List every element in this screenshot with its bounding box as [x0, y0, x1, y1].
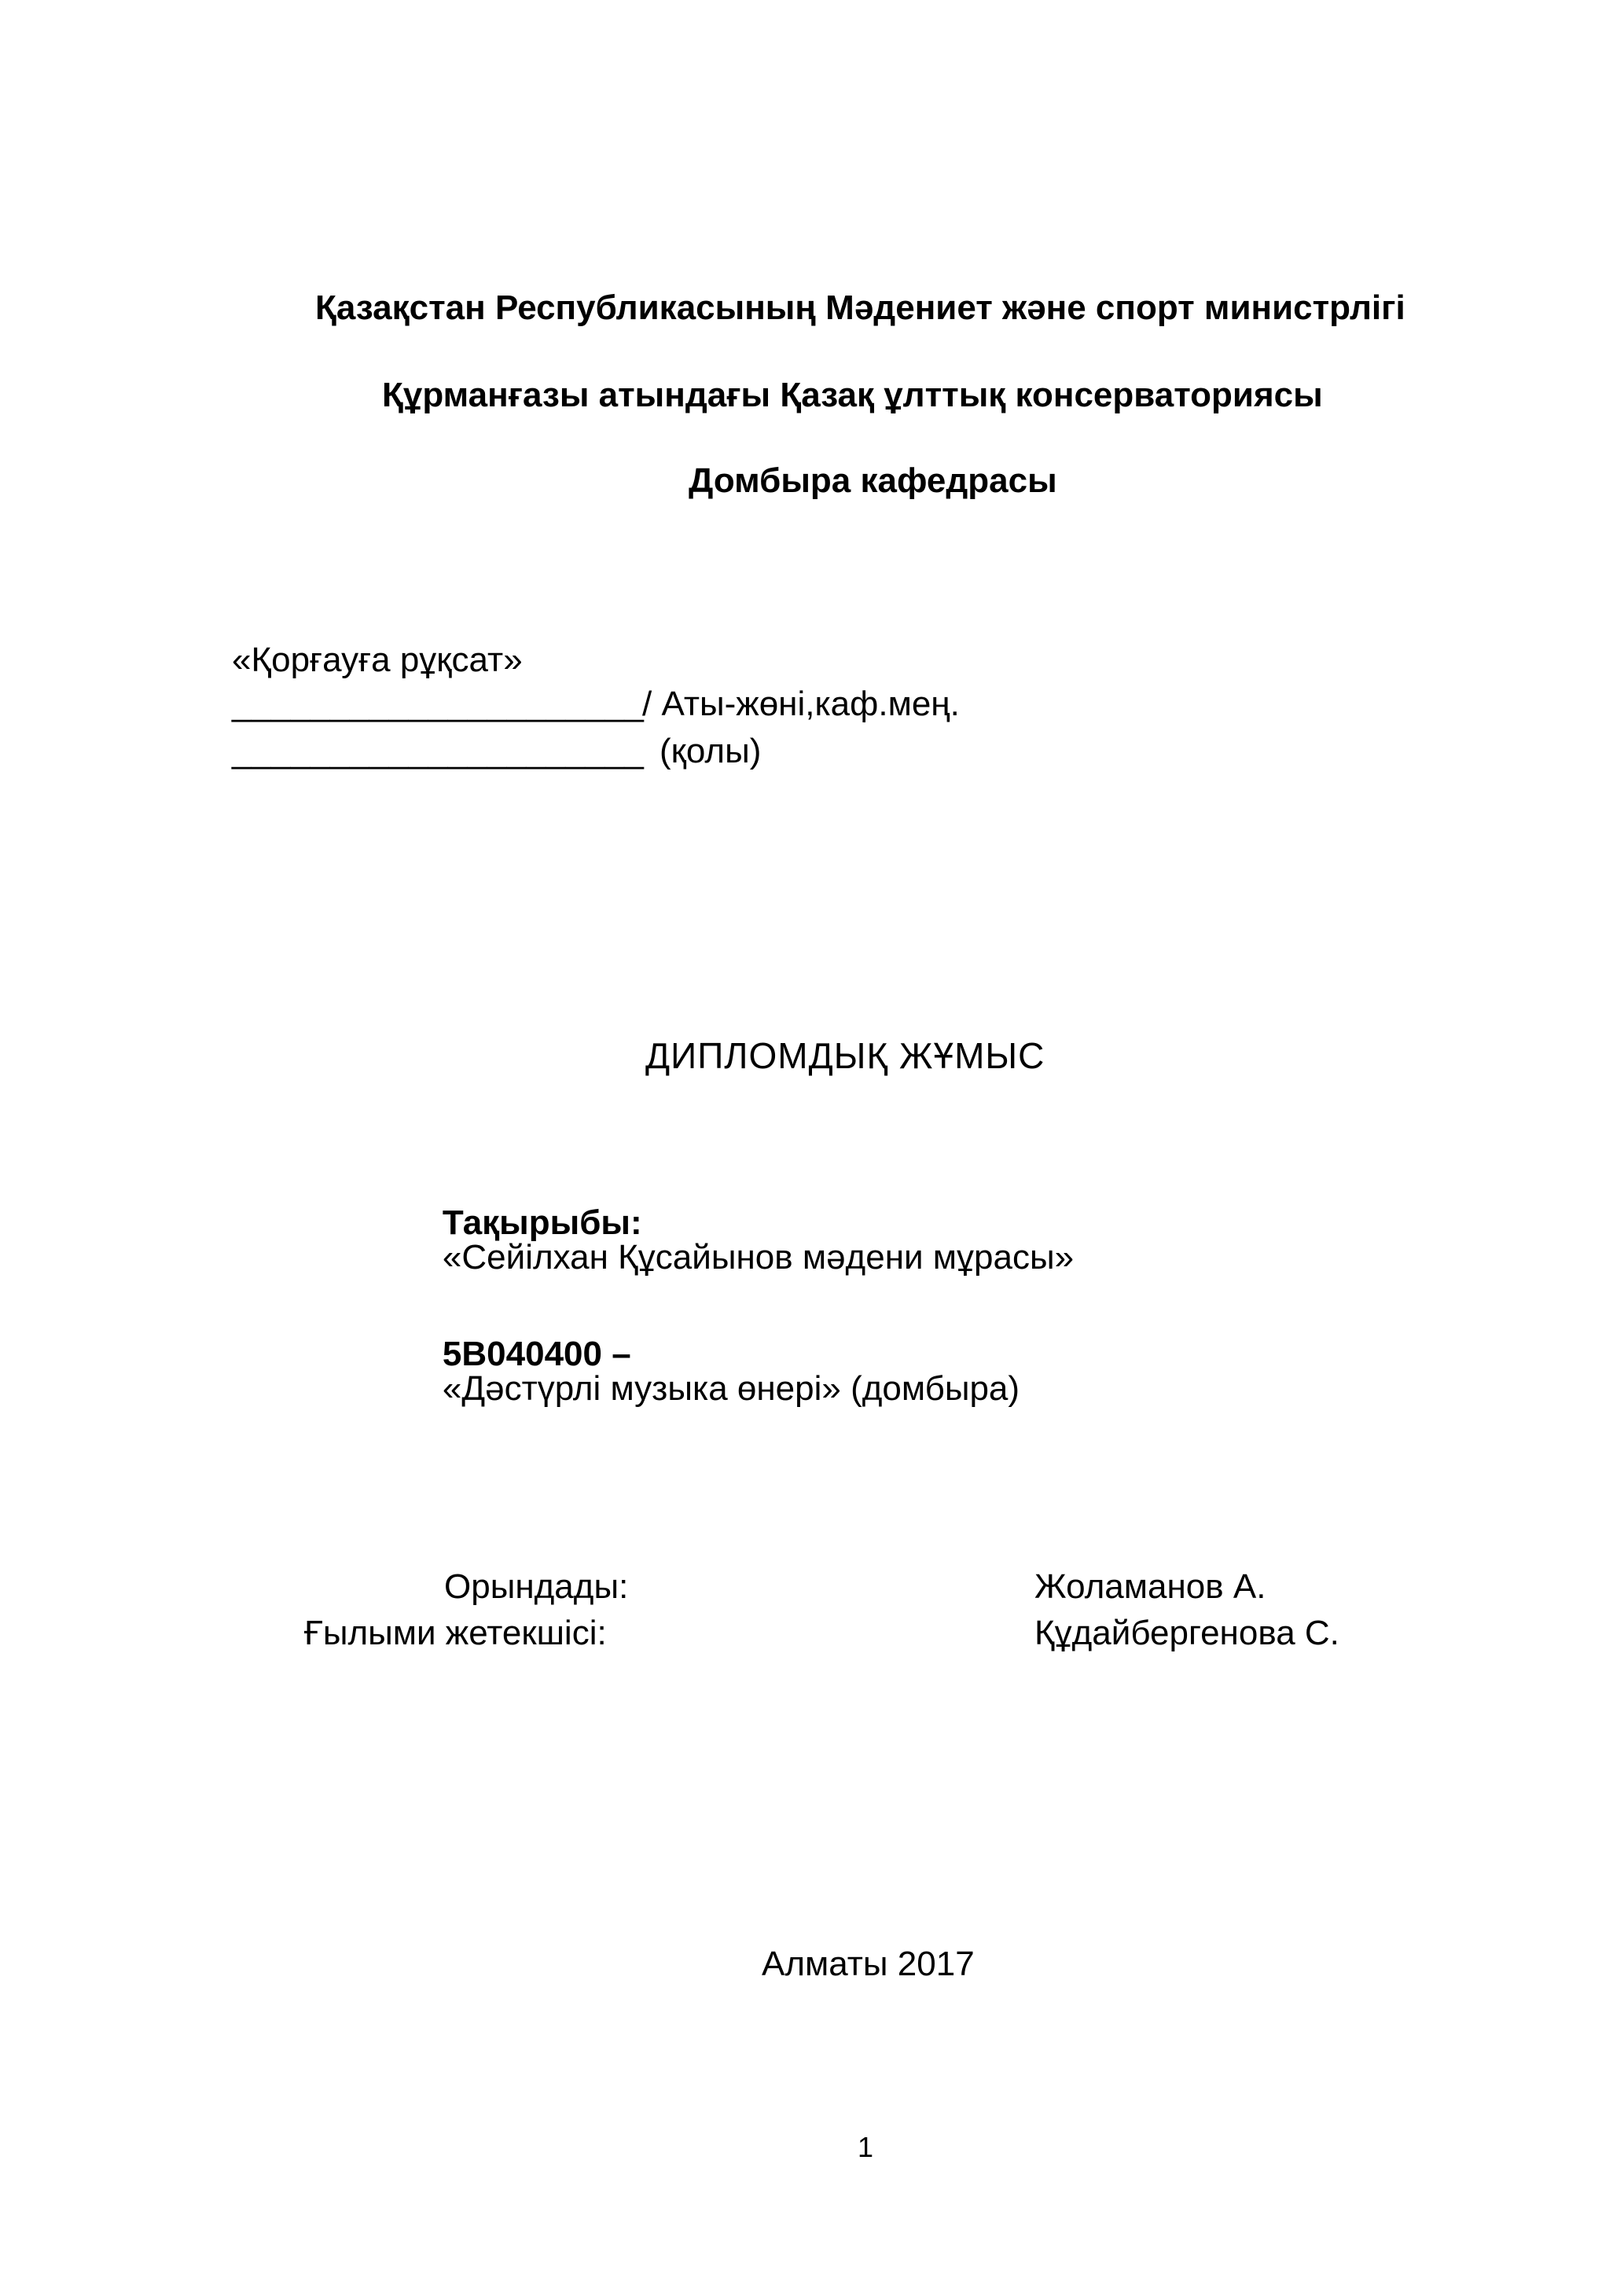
performer-name: Жоламанов А.: [1034, 1567, 1266, 1606]
approval-signature-blank-1: _____________________: [232, 685, 645, 723]
approval-signature-blank-2: _____________________: [232, 732, 645, 770]
approval-head-name-label: / Аты-жөні,каф.мең.: [642, 685, 960, 723]
specialty-code: 5В040400 –: [442, 1335, 631, 1373]
city-year: Алматы 2017: [762, 1945, 975, 1983]
specialty-line: [404, 1302, 1020, 1441]
topic-label: Тақырыбы:: [442, 1203, 642, 1242]
department-heading: Домбыра кафедрасы: [689, 461, 1057, 500]
topic-value: «Сейілхан Құсайынов мәдени мұрасы»: [442, 1238, 1075, 1277]
conservatory-heading: Құрманғазы атындағы Қазақ ұлттық консерваториясы: [382, 376, 1323, 414]
page-number: 1: [858, 2131, 874, 2163]
topic-line: [404, 1171, 1074, 1310]
supervisor-label: Ғылыми жетекшісі:: [304, 1614, 607, 1652]
ministry-heading: Қазақстан Республикасының Мәдениет және спорт министрлігі: [315, 288, 1405, 327]
approval-title: «Қорғауға рұқсат»: [232, 641, 523, 679]
performer-label: Орындады:: [444, 1567, 629, 1606]
work-title: ДИПЛОМДЫҚ ЖҰМЫС: [645, 1035, 1045, 1076]
specialty-value: «Дәстүрлі музыка өнері» (домбыра): [442, 1369, 1020, 1408]
approval-signature-label: (қолы): [660, 732, 762, 770]
supervisor-name: Құдайбергенова С.: [1034, 1614, 1339, 1652]
